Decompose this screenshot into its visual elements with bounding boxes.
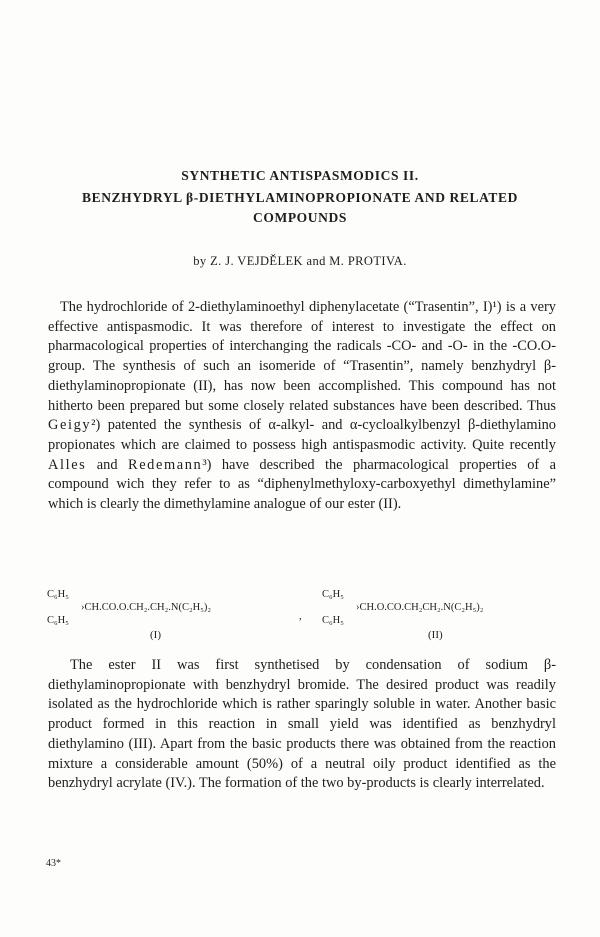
citation-geigy: Geigy (48, 417, 92, 434)
formula-1-phenyl-top: C₆H₅ (47, 589, 69, 600)
formula-2-phenyl-bottom: C₆H₅ (322, 615, 344, 626)
formula-1-phenyl-bottom: C₆H₅ (47, 615, 69, 626)
page-number: 43* (46, 858, 61, 869)
formula-2-label: (II) (428, 629, 443, 641)
p1-text-b: ²) patented the synthesis of α-alkyl- and α-cycloalkylbenzyl β-diethylamino propionates which are claimed to possess high antispasmodic activity. Quite recently (48, 417, 556, 453)
formula-2-phenyl-top: C₆H₅ (322, 589, 344, 600)
synthesis-paragraph: The ester II was first synthetised by condensation of sodium β-diethylaminopropionate with benzhydryl bromide. The desired product was readily isolated as the hydrochloride which is rather sparingly soluble in water. Another basic product formed in this reaction in small yield was identified as benzhydryl diethylamino (III). Apart from the basic products there was obtained from the reaction mixture a considerable amount (50%) of a neutral oily product identified as the benzhydryl acrylate (IV.). The formation of the two by-products is clearly interrelated. (48, 657, 556, 792)
author-byline: by Z. J. VEJDĚLEK and M. PROTIVA. (193, 254, 407, 268)
title-line-2: BENZHYDRYL β-DIETHYLAMINOPROPIONATE AND RELATED COMPOUNDS (81, 190, 518, 225)
title-line-1: SYNTHETIC ANTISPASMODICS II. (181, 168, 419, 183)
p1-text-and: and (86, 456, 128, 473)
formula-1-label: (I) (150, 629, 161, 641)
formula-separator: , (299, 610, 302, 622)
citation-alles: Alles (48, 456, 87, 473)
intro-paragraph (48, 298, 556, 515)
formula-1-chain: ›CH.CO.O.CH₂.CH₂.N(C₂H₅)₂ (81, 602, 212, 613)
p1-text-a: The hydrochloride of 2-diethylaminoethyl diphenylacetate (“Trasentin”, I)¹) is a very effective antispasmodic. It was therefore of interest to investigate the effect on pharmacological properties of interchanging the radicals -CO- and -O- in the -CO.O- group. The synthesis of such an isomeride of “Trasentin”, namely benzhydryl β-diethylaminopropionate (II), has now been accomplished. This compound has not hitherto been prepared but some closely related substances have been described. Thus (48, 299, 556, 414)
p1-text-c: ³) have described the pharmacological properties of a compound wich they refer to as “diphenylmethyloxy-carboxyethyl dimethylamine” which is clearly the dimethylamine analogue of our ester (II). (48, 456, 557, 513)
formula-2-chain: ›CH.O.CO.CH₂CH₂.N(C₂H₅)₂ (356, 602, 484, 613)
citation-redemann: Redemann (128, 456, 203, 473)
